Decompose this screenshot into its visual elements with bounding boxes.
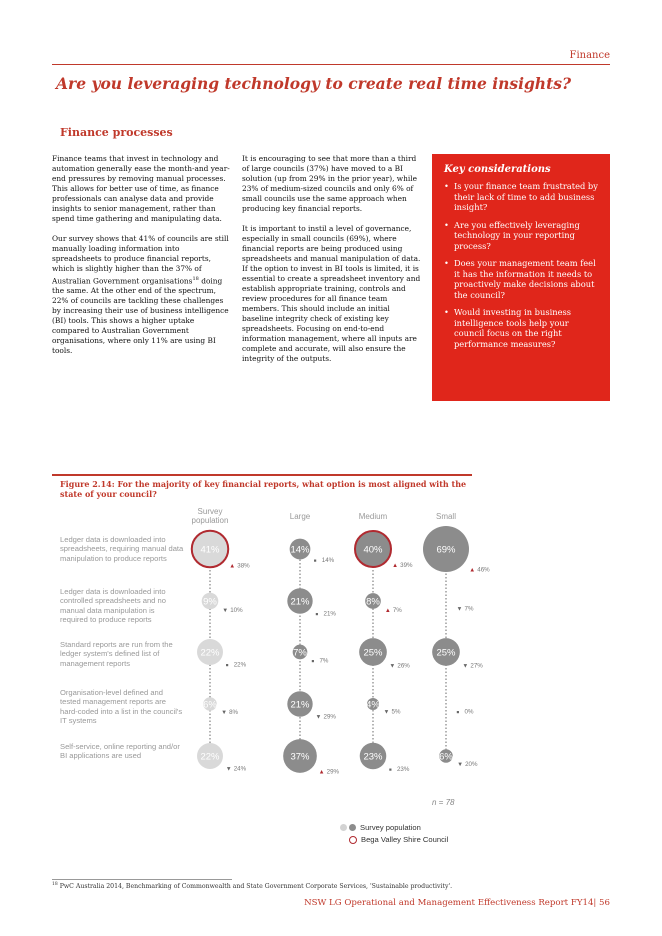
prior-value-label: 39% (400, 562, 413, 570)
paragraph: It is important to instil a level of governance, especially in small councils (69%), where financial reports are being produced using spreadsheets and manual manipulation of data. If the option to invest in BI tools is limited, it is essential to create a spreadsheet inventory and establish appropriate training, controls and review procedures for all finance team members. This should include an initial baseline integrity check of existing key spreadsheets. Focusing on end-to-end information management, where all inputs are complete and accurate, will also ensure the integrity of the outputs. (242, 224, 421, 363)
footnote-divider (52, 879, 232, 880)
legend-label: Bega Valley Shire Council (361, 835, 449, 844)
bubble-value-label: 25% (363, 647, 383, 659)
legend (340, 823, 448, 844)
trend-arrow: ▼ (225, 766, 232, 773)
column-header-small: Small (435, 512, 456, 521)
trend-arrow: ■ (225, 662, 229, 668)
legend-swatch-dark (349, 824, 356, 831)
paragraph: Finance teams that invest in technology and automation generally ease the month-and year-end pressures by removing manual processes. This allows for better use of time, as finance professionals can analyse data and provide insights to senior management, rather than spend time gathering and manipulating data. (52, 154, 230, 223)
prior-value-label: 8% (229, 709, 239, 717)
bubble-value-label: 4% (366, 699, 380, 711)
bubble-value-label: 41% (200, 544, 220, 556)
row-label: Organisation-level defined and tested management reports are hard-coded into a list in the council's IT systems (60, 688, 183, 726)
bubble-value-label: 6% (439, 751, 453, 763)
trend-arrow: ■ (456, 709, 460, 715)
legend-swatch-ring (349, 836, 357, 844)
row-label: Self-service, online reporting and/or BI applications are used (60, 742, 180, 761)
section-heading: Finance processes (60, 126, 173, 139)
sample-size-label: n = 78 (432, 798, 455, 807)
prior-value-label: 0% (464, 708, 474, 716)
section-tag: Finance (569, 50, 610, 61)
prior-value-label: 29% (326, 768, 340, 776)
bubble-value-label: 21% (290, 699, 310, 711)
page-title: Are you leveraging technology to create real time insights? (56, 74, 572, 93)
bubble-value-label: 6% (203, 699, 217, 711)
bubble-value-label: 22% (200, 751, 220, 763)
trend-arrow: ■ (311, 658, 315, 664)
prior-value-label: 7% (392, 606, 402, 614)
trend-arrow: ▲ (469, 567, 476, 574)
trend-arrow: ▼ (389, 663, 396, 670)
prior-value-label: 10% (230, 607, 243, 615)
paragraph-text: doing the same. At the other end of the spectrum, 22% of councils are tackling these challenges by increasing their use of business intelligence (BI) tools. This shows a higher uptake compared to Australian Government organisations, where only 11% are using BI tools. (52, 276, 229, 356)
bubble-value-label: 25% (436, 647, 456, 659)
row-label: Ledger data is downloaded into controlled spreadsheets and no manual data manipulation is required to produce reports (60, 587, 166, 625)
column-header-survey: Survey population (191, 507, 229, 525)
trend-arrow: ▼ (462, 663, 469, 670)
bubble-value-label: 69% (436, 544, 456, 556)
key-considerations-title: Key considerations (444, 164, 551, 175)
trend-arrow: ▼ (383, 709, 390, 716)
bubble-value-label: 37% (290, 751, 310, 763)
footnote-ref[interactable]: 18 (192, 276, 199, 282)
trend-arrow: ▲ (384, 607, 391, 614)
bubble-value-label: 21% (290, 596, 310, 608)
prior-value-label: 46% (477, 566, 490, 574)
list-item: • Are you effectively leveraging technology in your reporting process? (444, 220, 600, 252)
trend-arrow: ▼ (457, 762, 464, 769)
prior-value-label: 38% (237, 562, 250, 570)
bubble-value-label: 14% (290, 544, 310, 556)
trend-arrow: ▲ (392, 563, 399, 570)
prior-value-label: 24% (233, 765, 247, 773)
bubble-value-label: 8% (366, 596, 380, 608)
trend-arrow: ■ (315, 611, 319, 617)
bubble-value-label: 23% (363, 751, 383, 763)
legend-swatch-light (340, 824, 347, 831)
list-item: • Is your finance team frustrated by their lack of time to add business insight? (444, 181, 600, 213)
paragraph-text: Our survey shows that 41% of councils are still manually loading information into spreadsheets to produce financial reports, which is slightly higher than the 37% of Australian Government organisations (52, 234, 229, 286)
trend-arrow: ▼ (315, 714, 322, 721)
prior-value-label: 14% (321, 556, 335, 564)
bubble-value-label: 40% (363, 544, 383, 556)
trend-arrow: ▼ (222, 608, 229, 615)
bubble-value-label: 22% (200, 647, 220, 659)
trend-arrow: ▲ (229, 563, 236, 570)
trend-arrow: ■ (388, 766, 392, 772)
trend-arrow: ▲ (318, 769, 325, 776)
prior-value-label: 7% (319, 657, 329, 665)
list-item: • Does your management team feel it has the information it needs to proactively make decisions about the council? (444, 258, 600, 300)
legend-item-council (349, 835, 448, 844)
legend-label: Survey population (360, 823, 421, 832)
prior-value-label: 5% (391, 708, 401, 716)
page-footer: NSW LG Operational and Management Effectiveness Report FY14| 56 (304, 898, 610, 908)
footnote-number: 18 (52, 882, 58, 887)
prior-value-label: 22% (233, 661, 247, 669)
row-label: Standard reports are run from the ledger system's defined list of management reports (60, 640, 173, 668)
footnote-text: PwC Australia 2014, Benchmarking of Commonwealth and State Government Corporate Services, 'Sustainable productivity'. (59, 883, 453, 891)
prior-value-label: 7% (464, 605, 474, 613)
list-item: • Would investing in business intelligence tools help your council focus on the right performance measures? (444, 307, 600, 349)
paragraph: It is encouraging to see that more than a third of large councils (37%) have moved to a BI solution (up from 29% in the prior year), while 23% of medium-sized councils and only 6% of small councils use the same approach when producing key financial reports. (242, 154, 417, 213)
row-label: Ledger data is downloaded into spreadsheets, requiring manual data manipulation to produce reports (60, 535, 184, 563)
bubble-value-label: 7% (293, 647, 307, 659)
trend-arrow: ▼ (221, 710, 228, 717)
trend-arrow: ■ (313, 557, 317, 563)
bubble-value-label: 9% (203, 596, 217, 608)
footnote (52, 882, 452, 890)
prior-value-label: 23% (396, 765, 410, 773)
prior-value-label: 26% (397, 662, 410, 670)
legend-item-survey (340, 823, 448, 832)
prior-value-label: 27% (470, 662, 483, 670)
trend-arrow: ▼ (456, 606, 463, 613)
prior-value-label: 29% (323, 713, 336, 721)
prior-value-label: 20% (465, 761, 478, 769)
figure-title: Figure 2.14: For the majority of key financial reports, what option is most aligned with the state of your council? (60, 479, 467, 499)
prior-value-label: 21% (323, 610, 336, 618)
column-header-large: Large (289, 512, 311, 521)
column-header-medium: Medium (358, 512, 388, 521)
